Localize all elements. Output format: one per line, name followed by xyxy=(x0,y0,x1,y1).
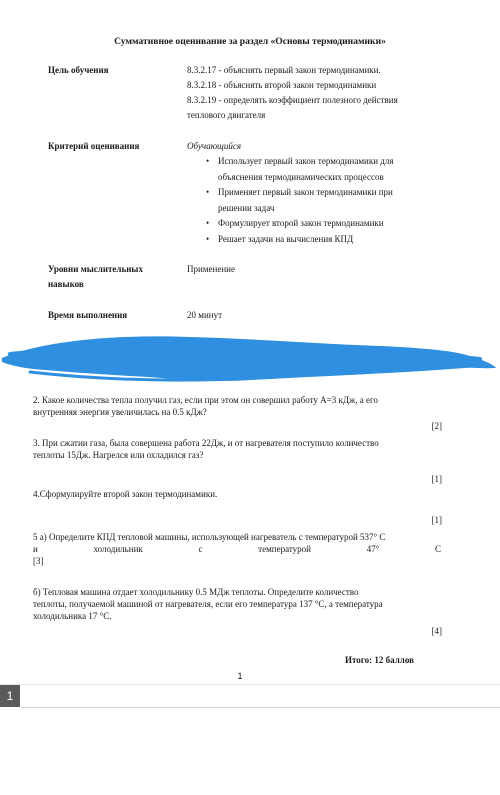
question-word: холодильник xyxy=(93,544,143,554)
criteria-item: • Решает задачи на вычисления КПД xyxy=(187,232,422,248)
question-3 xyxy=(33,437,441,461)
criteria-intro: Обучающийся xyxy=(187,141,242,151)
question-5a xyxy=(33,531,441,567)
goal-line: 8.3.2.19 - определять коэффициент полезного действия xyxy=(187,95,398,105)
document-title: Суммативное оценивание за раздел «Основы термодинамики» xyxy=(114,36,386,47)
page-badge[interactable]: 1 xyxy=(0,685,20,707)
question-word: С xyxy=(434,544,441,554)
scribble-stroke xyxy=(2,336,496,381)
page-edge xyxy=(21,707,500,708)
question-text-justified xyxy=(33,543,441,555)
question-text: 3. При сжатии газа, была совершена работа 22Дж, и от нагревателя поступило количество xyxy=(33,438,379,448)
total-score: Итого: 12 баллов xyxy=(345,655,414,665)
criteria-value xyxy=(187,139,440,247)
question-text: теплоты 15Дж. Нагрелся или охладился газ? xyxy=(33,450,204,460)
criteria-list xyxy=(187,154,422,247)
criteria-item: • Использует первый закон термодинамики для объяснения термодинамических процессов xyxy=(187,154,422,185)
goal-line: 8.3.2.17 - объяснять первый закон термодинамики. xyxy=(187,65,381,75)
question-text: внутренняя энергия увеличилась на 0.5 кДж? xyxy=(33,407,207,417)
levels-label xyxy=(48,262,143,292)
question-2 xyxy=(33,394,441,418)
question-5b xyxy=(33,586,441,622)
question-text: 5 а) Определите КПД тепловой машины, использующей нагреватель с температурой 537° С xyxy=(33,532,386,542)
question-text: теплоты, получаемой машиной от нагревателя, если его температура 137 °С, а температура xyxy=(33,599,383,609)
time-label: Время выполнения xyxy=(48,310,128,320)
criteria-item: • Формулирует второй закон термодинамики xyxy=(187,216,422,232)
levels-label-line: навыков xyxy=(48,279,84,289)
score-mark: [1] xyxy=(431,515,442,525)
page-shadow xyxy=(0,684,500,685)
scribble-redaction xyxy=(0,328,500,388)
question-text: б) Тепловая машина отдает холодильнику 0.5 МДж теплоты. Определите количество xyxy=(33,587,359,597)
score-mark: [2] xyxy=(431,421,442,431)
criteria-item: • Применяет первый закон термодинамики при решении задач xyxy=(187,185,422,216)
goal-label: Цель обучения xyxy=(48,65,109,75)
goal-line: теплового двигателя xyxy=(187,110,266,120)
page-number: 1 xyxy=(237,671,243,681)
question-text: холодильника 17 °С. xyxy=(33,611,112,621)
question-word: температурой xyxy=(258,544,311,554)
score-mark: [4] xyxy=(431,626,442,636)
question-word: 47° xyxy=(366,544,380,554)
question-text: 2. Какое количества тепла получил газ, если при этом он совершил работу А=3 кДж, а его xyxy=(33,395,378,405)
question-4: 4.Сформулируйте второй закон термодинамики. xyxy=(33,489,218,499)
time-value: 20 минут xyxy=(187,310,223,320)
levels-label-line: Уровни мыслительных xyxy=(48,264,143,274)
score-mark: [3] xyxy=(33,556,44,566)
goal-value xyxy=(187,63,440,123)
question-word: с xyxy=(198,544,203,554)
question-word: и xyxy=(33,544,38,554)
levels-value: Применение xyxy=(187,264,235,274)
criteria-label: Критерий оценивания xyxy=(48,141,140,151)
score-mark: [1] xyxy=(431,474,442,484)
goal-line: 8.3.2.18 - объяснять второй закон термодинамики xyxy=(187,80,377,90)
